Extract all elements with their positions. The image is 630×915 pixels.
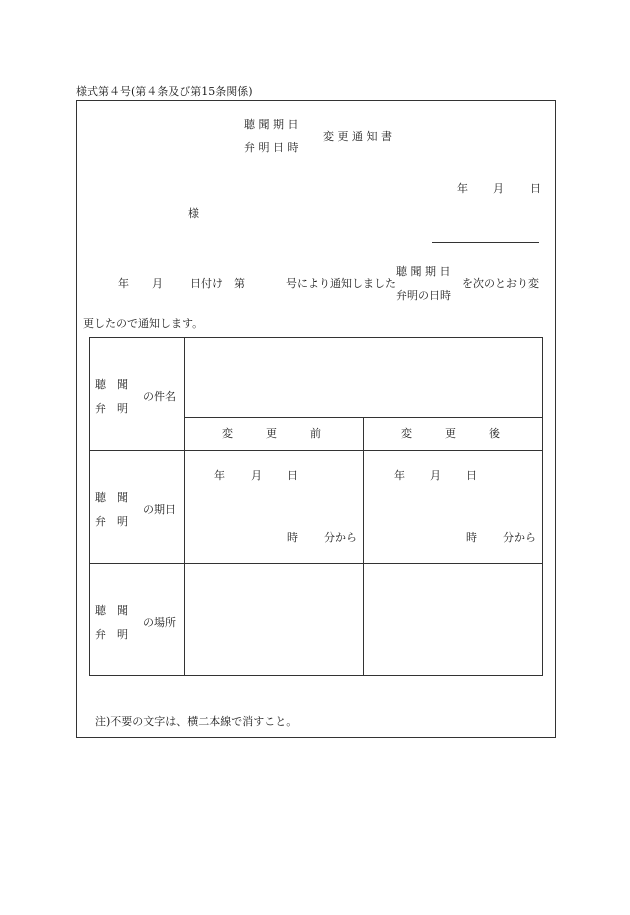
title-option-explanation-datetime: 弁 明 日 時	[244, 141, 299, 154]
addressee-suffix: 様	[188, 207, 199, 220]
before-month-label: 月	[251, 469, 262, 482]
before-day-label: 日	[287, 469, 298, 482]
body-year-label: 年	[118, 277, 129, 290]
body-tail-text: を次のとおり変	[462, 277, 539, 290]
body-option-hearing-date: 聴 聞 期 日	[396, 265, 451, 278]
table-line-below-date	[89, 563, 543, 564]
after-month-label: 月	[430, 469, 441, 482]
column-before-change: 変 更 前	[222, 427, 321, 440]
form-title: 変 更 通 知 書	[323, 130, 392, 143]
row-place-label: の場所	[143, 616, 176, 629]
row-date-hearing-label: 聴 聞	[95, 491, 128, 504]
row-case-explanation-label: 弁 明	[95, 402, 128, 415]
issue-day-label: 日	[530, 182, 541, 195]
table-line-below-case	[184, 417, 543, 418]
body-notified-text: 号により通知しました	[286, 277, 396, 290]
after-hour-label: 時	[466, 531, 477, 544]
row-place-explanation-label: 弁 明	[95, 628, 128, 641]
before-hour-label: 時	[287, 531, 298, 544]
after-year-label: 年	[394, 469, 405, 482]
body-dated-number-label: 日付け 第	[190, 277, 245, 290]
row-date-label: の期日	[143, 503, 176, 516]
issuer-signature-line	[432, 242, 539, 243]
issue-month-label: 月	[493, 182, 504, 195]
body-option-explanation-datetime: 弁明の日時	[396, 289, 451, 302]
title-option-hearing-date: 聴 聞 期 日	[244, 118, 299, 131]
after-day-label: 日	[466, 469, 477, 482]
row-place-hearing-label: 聴 聞	[95, 604, 128, 617]
row-case-label: の件名	[143, 390, 176, 403]
footnote: 注)不要の文字は、横二本線で消すこと。	[95, 715, 298, 728]
body-second-line: 更したので通知します。	[83, 317, 204, 330]
issue-year-label: 年	[457, 182, 468, 195]
before-minute-from-label: 分から	[324, 531, 357, 544]
column-after-change: 変 更 後	[401, 427, 500, 440]
after-minute-from-label: 分から	[503, 531, 536, 544]
table-label-column-divider	[184, 337, 185, 676]
form-number-label: 様式第４号(第４条及び第15条関係)	[76, 85, 253, 98]
table-before-after-divider	[363, 417, 364, 676]
body-month-label: 月	[152, 277, 163, 290]
row-date-explanation-label: 弁 明	[95, 515, 128, 528]
before-year-label: 年	[214, 469, 225, 482]
row-case-hearing-label: 聴 聞	[95, 378, 128, 391]
table-line-below-header	[89, 450, 543, 451]
